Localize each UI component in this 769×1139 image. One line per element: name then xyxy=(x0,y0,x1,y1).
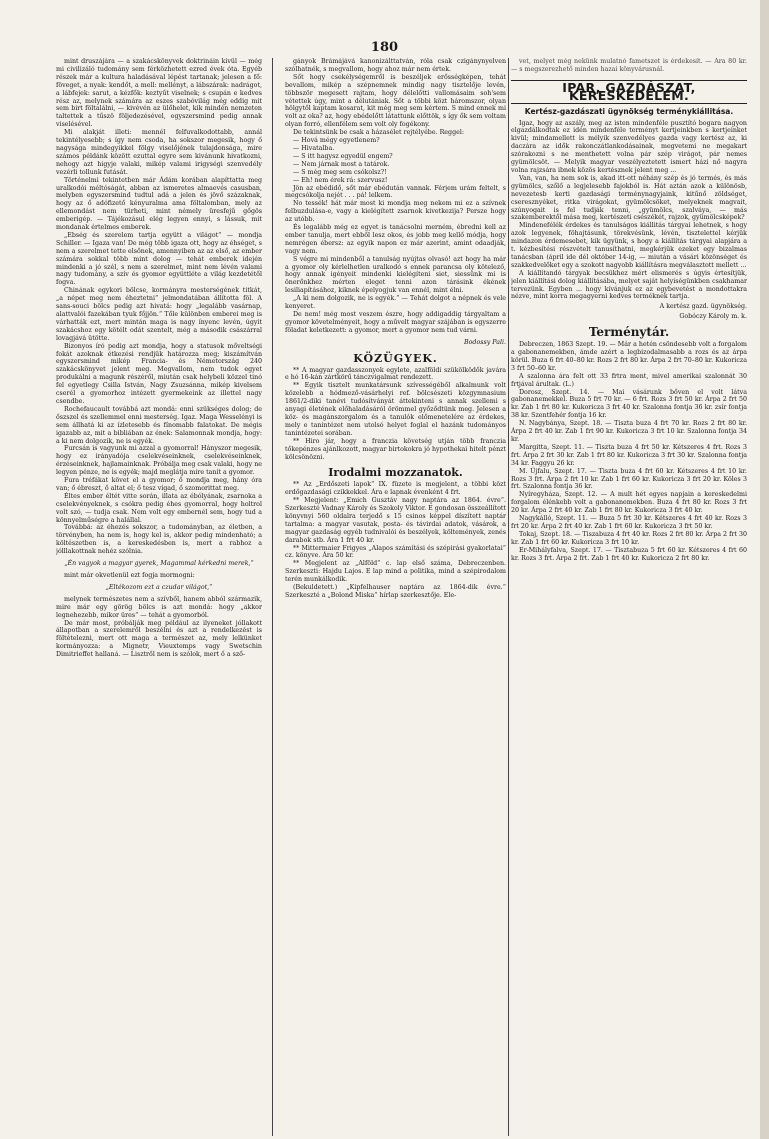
signoff-name: Gobóczy Károly m. k. xyxy=(679,313,747,321)
page-edge xyxy=(760,0,769,1139)
dialogue-line: — Nem járnak most a tatárok. xyxy=(293,160,390,168)
paragraph: De tekintsünk be csak a házasélet rejtélyébe. Reggel: xyxy=(293,129,464,137)
poem-quote: „Eltékozom ezt a czudar világot,“ xyxy=(105,583,213,591)
paragraph: mint már okvetlenül ezt fogja mormogni: xyxy=(64,572,195,579)
paragraph: Jön az ebédidő, sőt már ebédután vannak. Férjem urám feltelt, s megcsókolja nejét . . . pá! lelkem. xyxy=(285,184,506,200)
paragraph: vet, melyet még nekünk mulatnó fametszet is érdekesít. — Ára 80 kr. — s megszerezhető minden hazai könyvárusnál. xyxy=(511,58,747,73)
paragraph: Mi alakját illeti: mennél felfuvalkodottabb, annál tekintélyesebb; s így nem csoda, ha sokszor megesik, hogy ő nagysága mindegyikkel fölgy viselőjének tulajdonsága, mire számos példánk között ezuttal egyre sem kivánunk hivatkozni, nehogy azt higyje valaki, mikép valami irigységi szenvedély vezérli tollunk futását. xyxy=(56,129,262,176)
paragraph: Furcsán is vagyunk mi azzal a gyomorral! Hányszor megesik, hogy ez irányadója cselekvéseinknek, cselekvéseinknek, érzéseinknek, hajlamainknak. Próbálja meg csak valaki, hogy ne legyen pénze, ne is egyék; majd meglátja mire tanít a gyomor. xyxy=(56,445,262,477)
news-item: ** Megjelent: „Emich Gusztáv nagy naptára az 1864. évre“. Szerkeszté Vadnay Károly és Szokoly Viktor. E gondosan összeállított könyvnyi 560 oldalra terjedő s 15 csinos képpel díszített naptár tartalma: a magyar vasutak, posta- és távirdai adatok, vásárok, a magyar gazdaság egyéb tudnivalói és beszélyek, költemények, zenés darabok stb. Ára 1 frt 40 kr. xyxy=(285,497,506,544)
paragraph: Van, van, ha nem sok is, akad itt-ott néhány szép és jó termés, és más gyümölcs, szőlő a legjelesebb fajokból is. Hát aztán azok a különösb, nevezetesb kerti gazdasági terménynagyjaink, kitűnő zöldséget, cseresznyéket, ritka virágokat, gyümölcsöket, melyeknek magvait, szúnyogait is fel tudják tenni, „gyümölcs, szalváya, — más szakemberektől mása meg, kertészeti csészékét, rajzok, gyümölcsképek? xyxy=(511,174,747,222)
column-3 xyxy=(511,58,747,1138)
paragraph: Fura tréfákat követ el a gyomor; ő mondja meg, hány óra van; ő ébreszt, ő altat el; ő tesz vígad, ő szomorittat meg. xyxy=(56,477,262,492)
dialogue-line: — Eh! nem érek rá: szervusz! xyxy=(293,176,388,184)
market-report: N. Nagybánya, Szept. 18. — Tiszta buza 4 frt 70 kr. Rozs 2 frt 80 kr. Árpa 2 frt 40 kr. Zab 1 frt 90 kr. Kukoricza 3 frt 10 kr. Szalonna fontja 34 kr. xyxy=(511,420,747,443)
news-item: ** Hiro jár, hogy a franczia követség utján több franczia tőkepénzes ajánlkozott, magyar birtokokra jó hypothekai hitelt pénzt kölcsönözni. xyxy=(285,437,506,461)
column-1 xyxy=(56,58,262,1138)
page-number: 180 xyxy=(370,40,399,55)
news-item: ** Megjelent az „Alföld“ c. lap első száma, Debreczenben. Szerkeszti: Hajdu Lajos. E lap mind a politika, mind a szépirodalom terén munkálkodik. xyxy=(285,560,506,584)
section-heading-termenytar: Terménytár. xyxy=(588,325,670,340)
paragraph: És legalább még ez egyet is tanácsolni merném, ébredni kell az ember tanulja, mert ebből lesz okos, és jobb meg kellő módja, hogy nemrégen ébersz: az egyik napon ez már azerint, amint odaadják, vagy nem. xyxy=(285,224,506,255)
market-report: Nyíregyháza, Szept. 12. — A mult hét egyes napjain a kereskedelmi forgalom élénkebb volt a gabonanemekben. Buza 4 frt 80 kr. Rozs 3 frt 20 kr. Árpa 2 frt 40 kr. Zab 1 frt 80 kr. Kukoricza 3 frt 40 kr. xyxy=(511,491,747,515)
market-report: Er-Mihályfalva, Szept. 17. — Tisztabuza 5 frt 60 kr. Kétszeres 4 frt 60 kr. Rozs 3 frt. Árpa 2 frt. Zab 1 frt 40 kr. Kukoricza 2 frt 80 kr. xyxy=(511,546,747,562)
paragraph: Igaz, hogy az aszály, meg az isten mindenféle pusztító bogara nagyon elgazdálkodtak ez idén mindenféle terményt kertjeinkben s kertjeinket kivül; mindamellett is mélyik szenvedélyes gazda vagy kertész az, ki daczára az idők rakonczátlankodásainak, megvetemi ne megakart szórakozni s ne menthetett volna pár szép virágot, pár nemes gyümölcsöt. — Melyik magyar veszélyeztetett ismert házi nő nagyra volna rajzsára ibnek közös kertésznek jelent meg ... xyxy=(511,119,747,174)
paragraph: melynek természetes nem a szívből, hanem abból származik, mire már egy görög bölcs is azt mondá: hogy „akkor legnehezebb, mikor üres“ — tehát a gyomorból. xyxy=(56,595,262,619)
paragraph: gányok Brámájává kanonizálttatván, róla csak czigánynyelven szólhatnék, s megvallom, hogy ahoz már nem értek. xyxy=(285,58,506,73)
paragraph: Bizonyos író pedig azt mondja, hogy a statusok mőveltségi fokát azoknak étkezési rendjük határozza meg; kiszámítván egyszersmind mikép Francia- és Németország 240 szakácskönyvet jelent meg. Megvallom, nem tudok egyet produkálni a magunk részéről, miután csak helybeli közzel tinó fel egyetlegy Csilla István, Nagy Zsuzsánna, mikép kivelsem cserél a gyomorhoz intézett gyermekeink az illettel nagy csendbe. xyxy=(56,342,262,405)
market-report: Nagykálló, Szept. 11. — Buza 5 frt 30 kr. Kétszeres 4 frt 40 kr. Rozs 3 frt 20 kr. Árpa 2 frt 40 kr. Zab 1 frt 60 kr. Kukoricza 3 frt 50 kr. xyxy=(511,515,747,530)
section-heading-irodalmi: Irodalmi mozzanatok. xyxy=(328,466,463,480)
dialogue-line: — S itt hagysz egyedül engem? xyxy=(293,152,393,160)
section-heading-kozugyek: KÖZÜGYEK. xyxy=(353,351,438,365)
paragraph: De nem! még most veszem észre, hogy addigaddig tárgyaltam a gyomor követelményeit, hogy a művelt magyar szájában is egyszerre föladat keletkezett: a gyomor, mert a gyomor nem tud várni. xyxy=(285,311,506,334)
paragraph: No tessék! hát már most ki mondja meg nekem mi ez a szívnek felbuzdulása-e, vagy a kielégített zsarnok kivetkezija? Persze hogy az utóbb. xyxy=(285,200,506,224)
news-item: ** Az „Erdőszeti lapok“ IX. füzete is megjelent, a többi közt erdőgazdasági czikkekkel. Ára e lapnak évenként 4 frt. xyxy=(285,481,506,497)
market-report: Dorosz, Szept. 14. — Mai vásárunk bőven el volt látva gabonanemekkel. Buza 5 frt 70 kr. — 6 frt. Rozs 3 frt 50 kr. Árpa 2 frt 50 kr. Zab 1 frt 80 kr. Kukoricza 3 frt 40 kr. Szalonna fontja 36 kr. zsír fontja 38 kr. Szentfehér fontja 16 kr. xyxy=(511,388,747,420)
news-item: ** Mittermaier Frigyes „Alapos számítási és szépirási gyakorlatai“ cz. könyve. Ára 50 kr. xyxy=(285,544,506,560)
market-report: Margitta, Szept. 11. — Tiszta buza 4 frt 50 kr. Kétszeres 4 frt. Rozs 3 frt. Árpa 2 frt 30 kr. Zab 1 frt 80 kr. Kukoricza 3 frt 30 kr. Szalonna fontja 34 kr. Faggyu 26 kr. xyxy=(511,443,747,467)
section-heading-ipar: IPAR, GAZDÁSZAT, KERESKEDELEM. xyxy=(511,80,747,104)
dialogue-line: — Hivatalba. xyxy=(293,144,335,152)
paragraph: mint druszájára — a szakácskönyvek doktrináin kivül — még mi civilizáló tudomány sem férközhetett ezred évek óta. Egyéb részek már a kultura haladásával lépést tartanak; jelesen a fő: föveget, a nyak: kendőt, a mell: mellényt, a lábszárak: nadrágot, a lábfejek: sarut, a kézfők: keztyűt viselnek; s csupán e kedves rész az, melynek számára az eszes szabóvilág még eddig mit sem birt föltalálni, — kivévén az ülőhelet, kik mindén nemzeten taltettek a tűszö följedezésével, egyszersmind pedig annak viselésével. xyxy=(56,58,262,129)
column-divider xyxy=(508,58,509,1136)
paragraph: „Ebség és szerelem tartja együtt a világot“ — mondja Schiller. — Igaza van! De még több igaza ott, hogy az éhséget, s nem a szerelmet tette elsőnek, amennyiben az az első, az ember számára sokkal több mint dolog — tehát emberek idején mindenki a jó szél, s nem a szerelmet, mint nem lévén valami nagy tudomány, a szív és gyomor együttléte a világ kezdetétől fogva. xyxy=(56,231,262,287)
section-subheading: Kertész-gazdászati ügynökség terménykiállitása. xyxy=(524,106,734,116)
market-report: A szalonna ára felt ott 33 frtra ment, mivel amerikai szalonnát 30 frtjával árultak. (L.) xyxy=(511,372,747,388)
poem-quote: „Én vagyok a magyar gyerek, Magammal kérkedni merek,“ xyxy=(64,560,254,568)
paragraph: Chinának egykori bölcse, kormányra mesterségének titkát, „a népet meg nem éheztetni“ jelmondatában állította föl. A sans-souci bölcs pedig azt hivatá: hogy „legalább vasárnap, alattvalói fazekában tyuk főjjön.“ Tőle különben emberei meg is várhatták ezt, mert mintán maga is nagy ínyenc levén, úgyit szakácshoz egy kötélt odát szentelt, még a második császárral lovagjává ütötte. xyxy=(56,287,262,342)
paragraph: Sőt hogy csekélységemről is beszéljek erősségképen, tehát bevallom, mikép a szépnemnek mindig nagy tisztelője levén, többször megesett rajtam, hogy délelőtti vallomásaim soh'sem vétettek úgy, mint a délutániak. Sőt a többi közt háromszor, olyan hölgytől kaptam kosarat, kit még meg sem kértem. S mind ennek mi volt az oka? az, hogy ebédelőtt látattunk előttök, s így ők sem voltam olyan forró, ellenfélem sem volt oly fogékony. xyxy=(285,73,506,129)
column-divider xyxy=(272,58,273,1136)
column-2 xyxy=(285,58,506,1138)
paragraph: A kiállítandó tárgyak becsükhez mért elismerés s úgyis értesítjük, jelen kiállítási dolog kiállításába, melyet saját helyiségünkben csakhamar tervezünk. Egyben ... hogy kívánjuk ez az egybevetést a mondottakra nézve, mint korra megagyerni kedves terméknek tartja. xyxy=(511,269,747,301)
market-report: Tokaj, Szept. 18. — Tiszabuza 4 frt 40 kr. Rozs 2 frt 80 kr. Árpa 2 frt 30 kr. Zab 1 frt 60 kr. Kukoricza 3 frt 10 kr. xyxy=(511,530,747,546)
paragraph: Mindenefélék érdekes és tanulságos kiállitás tárgyai lehetnek, s hogy azok legyenek, föhajtásunk, törekvésünk, lévén, tisztelettel kérjük mindazon érdemesebet, kik ügyünk, s hogy a kiállítás tárgyai alapjára a t. kézbesítési részvételt tanusíthatni, megkérjük ezeket egy bizalmas tanácsban (ápril ide dél október 14-ig, — miután a vásári közönséget és szakkedvelőket egy a szokott nagyobb kiállításra megválasztott mellett ... xyxy=(511,222,747,269)
article-signature: Bodossy Pali. xyxy=(464,338,506,346)
market-report: M. Újfalu, Szept. 17. — Tiszta buza 4 frt 60 kr. Kétszeres 4 frt 10 kr. Rozs 3 frt. Árpa 2 frt 10 kr. Zab 1 frt 60 kr. Kukoricza 3 frt 20 kr. Köles 3 frt. Szalonna fontja 36 kr. xyxy=(511,467,747,491)
dialogue-line: — Hová mégy egyetlenem? xyxy=(293,137,380,145)
market-report: Debreczen, 1863 Szept. 19. — Már a hetén csöndesebb volt a forgalom a gabonanemekben, ámde azért a legbizodalmasabb a rozs és az árpa körül. Buza 6 frt 40–80 kr. Rozs 2 frt 80 kr. Árpa 2 frt 70–80 kr. Kukoricza 3 frt 50–60 kr. xyxy=(511,341,747,372)
paragraph: Történelmi tekintetben már Ádám korában alapíttatta meg uralkodói méltóságát, abban az ismeretes almaevés casusban, melyben egyszersmind tudtul adá a jelen és jövő százaknak, hogy az ő adófizető kényuralma ama föltalomban, mely az ellemondást nem türheti, mint némely üresfejű gőgös emberigép. — Tájékozásul elég legyen ennyi, s lássuk, mit mondanak értelmes emberek. xyxy=(56,176,262,232)
news-item: ** Egyik tisztelt munkatársunk szívességéből alkalmunk volt közelebb a hódmező-vásárhelyi ref. bölcsészeti közgymnasium 1861/2-diki tanévi tudósítványát áttekinteni s annak szellemi s anyagi életének előhaladásáról örömmel győződtünk meg. Jelesen a köz- és magánszorgalom és a tanulók előmenetelére az érdekes, mely e tanintézet nem utolsó helyet foglal el hazánk tudományos tanintézetei sorában. xyxy=(285,382,506,437)
paragraph: Továbbá: az éhezés sokszor, a tudományban, az életben, a törvényben, ha nem is, hogy kel is, akkor pedig mindenható; a költészetben is, a kereskedésben is, mert a rabhoz a jólllakottnak nehéz szólnia. xyxy=(56,524,262,556)
paragraph: Rochefaucault továbbá azt mondá: enni szükséges dolog; de őszszel és szellemmel enni mesterség. Igaz. Maga Wesselényi is sem állhatá ki az ízletesebb és fínomabb falatokat. De mégis igazabb az, mit a bibliában az ének: Salamonnak mondja, hogy: a ki nem dolgozik, ne is egyék. xyxy=(56,405,262,445)
paragraph: Éltes ember éltét vitte során, illata az ébólyának, zsarnoka a cselekvényeknek, s csókra pedig éhes gyomorral, hogy holtrol volt szó, — tudja csak. Nem volt egy embernél sem, hogy tud a könnyelműségre a halállal. xyxy=(56,492,262,524)
paragraph: De már most, próbálják meg például az ilyeneket jóllakott állapotban a szerelemről beszélni és azt a rendelkezést is föltételezni, mert ott maga a természet az, mely lelkünket kormányozza: a Mignetr, Vieuxtemps vagy Swetschin Dimitrieffet hallaná. — Lisztről nem is szólok, mert ő a sző- xyxy=(56,619,262,659)
paragraph: S végre mi mindenből a tanulság nyújtas olvasó! azt hogy ha már a gyomor oly kérlelhetlen uralkodó s ennek parancsa oly kötelező, hogy annak igényeit mindenki kielégíteni siet, siessünk mi is önerőnkhez mérten eleget tenni azon tárásink ékének lesiliapításához, kiknek épelyogjuk van ennél, mint élni. xyxy=(285,255,506,295)
signoff: A kertész gazd. ügynökség. xyxy=(659,303,747,311)
news-item: (Bekuldetett.) „Kipfelhauser naptára az 1864-dik évre.“ Szerkeszté a „Bolond Miska“ hírlap szerkesztője. Ele- xyxy=(285,584,506,599)
paragraph: „A ki nem dolgozik, ne is egyék.“ — Tehát dolgot a népnek és vele kenyeret. xyxy=(285,295,506,311)
dialogue-line: — S még meg sem csókolsz?! xyxy=(293,168,387,176)
news-item: ** A magyar gazdasszonyok egylete, azalföldi szükölködők javára e hó 16-kán zártkörű tánczvigalmat rendezett. xyxy=(285,366,506,382)
